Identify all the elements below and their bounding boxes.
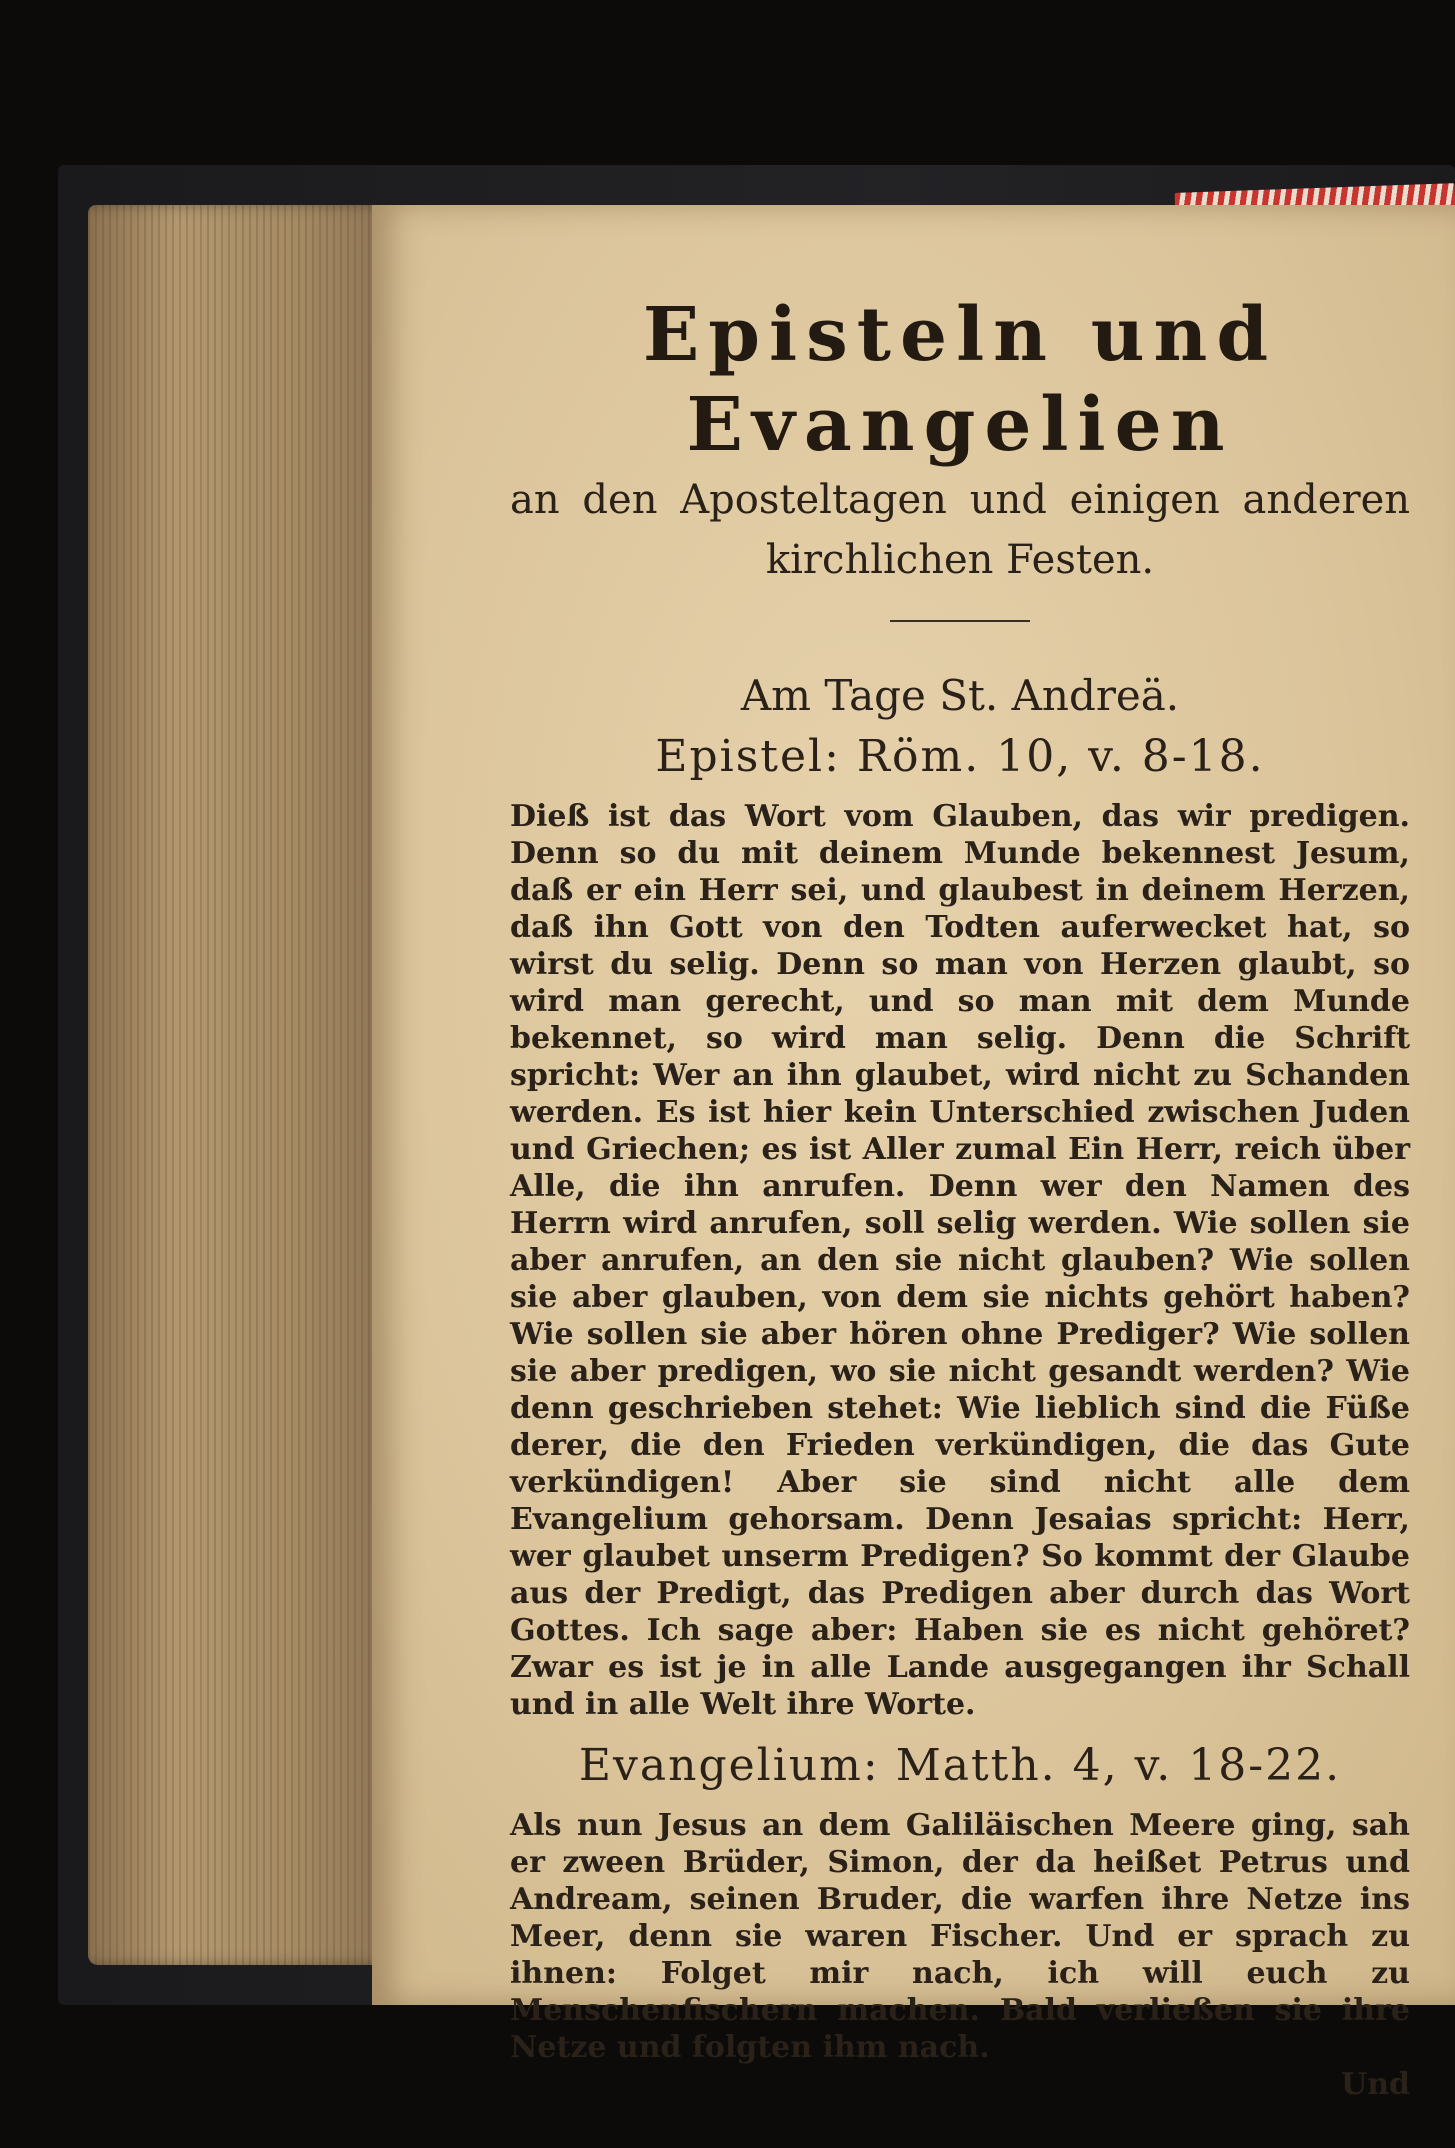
gospel-reference: Evangelium: Matth. 4, v. 18-22. xyxy=(578,1740,1342,1791)
catchword: Und xyxy=(1341,2067,1410,2102)
page-subtitle: an den Aposteltagen und einigen anderen kirchlichen Festen. xyxy=(510,477,1410,583)
epistle-reference: Epistel: Röm. 10, v. 8-18. xyxy=(655,731,1265,782)
day-heading: Am Tage St. Andreä. xyxy=(740,671,1180,720)
gospel-text: Als nun Jesus an dem Galiläischen Meere ging, sah er zween Brüder, Simon, der da heißet Petrus und Andream, seinen Bruder, die warfen ihre Netze ins Meer, denn sie waren Fischer. Und er sprach zu ihnen: Folget mir nach, ich will euch zu Menschenfischern machen. Bald verließen sie ihre Netze und folgten ihm nach. xyxy=(510,1808,1410,2065)
page-content xyxy=(510,290,1410,2103)
page-edges xyxy=(88,205,388,1965)
page-title: Episteln und Evangelien xyxy=(642,292,1278,468)
epistle-text: Dieß ist das Wort vom Glauben, das wir predigen. Denn so du mit deinem Munde bekennest Jesum, daß er ein Herr sei, und glaubest in deinem Herzen, daß ihn Gott von den Todten auferwecket hat, so wirst du selig. Denn so man von Herzen glaubt, so wird man gerecht, und so man mit dem Munde bekennet, so wird man selig. Denn die Schrift spricht: Wer an ihn glaubet, wird nicht zu Schanden werden. Es ist hier kein Unterschied zwischen Juden und Griechen; es ist Aller zumal Ein Herr, reich über Alle, die ihn anrufen. Denn wer den Namen des Herrn wird anrufen, soll selig werden. Wie sollen sie aber anrufen, an den sie nicht glauben? Wie sollen sie aber glauben, von dem sie nichts gehört haben? Wie sollen sie aber hören ohne Prediger? Wie sollen sie aber predigen, wo sie nicht gesandt werden? Wie denn geschrieben stehet: Wie lieblich sind die Füße derer, die den Frieden verkündigen, die das Gute verkündigen! Aber sie sind nicht alle dem Evangelium gehorsam. Denn Jesaias spricht: Herr, wer glaubet unserm Predigen? So kommt der Glaube aus der Predigt, das Predigen aber durch das Wort Gottes. Ich sage aber: Haben sie es nicht gehöret? Zwar es ist je in alle Lande ausgegangen ihr Schall und in alle Welt ihre Worte. xyxy=(510,799,1410,1722)
divider-rule xyxy=(890,620,1030,622)
